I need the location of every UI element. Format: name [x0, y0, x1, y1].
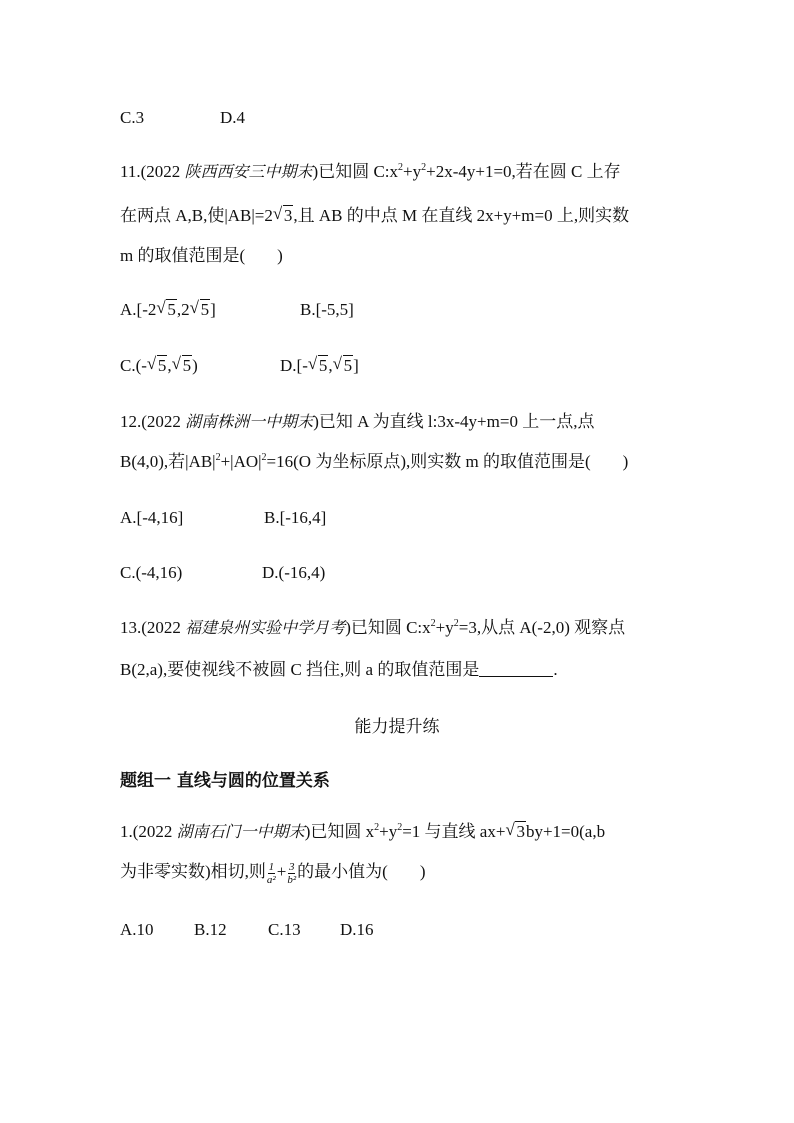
q11-option-a: A.[-2√ 5,2√ 5] — [120, 298, 216, 322]
q12-option-d: D.(-16,4) — [262, 563, 326, 582]
q12-option-b: B.[-16,4] — [264, 508, 327, 527]
p1-line1: 1.(2022 湖南石门一中期末)已知圆 $x^2+y^2=1$ 与直线 ax+√ 3by+1=0(a,b — [120, 820, 605, 844]
p1-option-d: D.16 — [340, 920, 374, 939]
p1-option-c: C.13 — [268, 920, 301, 939]
option-d-prev: D.4 — [220, 108, 246, 127]
fraction-1-over-a2: $\frac{1}{\text{a²}}$ — [266, 860, 276, 886]
q12-line1: 12.(2022 湖南株洲一中期末)已知 A 为直线 l:3x-4y+m=0 上一点,点 — [120, 412, 595, 431]
q11-option-d: D.[-√ 5,√ 5] — [280, 354, 359, 378]
section-title: 能力提升练 — [354, 717, 440, 737]
q11-line2: 在两点 A,B,使|AB|=2√ 3,且 AB 的中点 M 在直线 2x+y+m=0 上,则实数 — [120, 204, 629, 228]
p1-source: 湖南石门一中期末 — [176, 822, 305, 841]
q11-option-c: C.(-√ 5,√ 5) — [120, 354, 198, 378]
q12-option-c: C.(-4,16) — [120, 563, 183, 582]
q13-line2: B(2,a),要使视线不被圆 C 挡住,则 a 的取值范围是 . — [120, 660, 558, 679]
answer-blank — [479, 662, 553, 677]
q12-source: 湖南株洲一中期末 — [185, 412, 314, 431]
q12-line2: B(4,0),若$|AB|^2+|AO|^2=16(O$ 为坐标原点),则实数 m 的取值范围是( ) — [120, 452, 629, 471]
q12-option-a: A.[-4,16] — [120, 508, 184, 527]
q11-source: 陕西西安三中期末 — [184, 162, 313, 181]
p1-line2: 为非零实数)相切,则 $\frac{1}{\text{a²}}$ + $\frac{3}{\text{b²}}$ 的最小值为( ) — [120, 860, 426, 886]
group-title: 题组一 直线与圆的位置关系 — [120, 771, 330, 791]
option-c-prev: C.3 — [120, 108, 145, 127]
fraction-3-over-b2: $\frac{3}{\text{b²}}$ — [287, 860, 297, 886]
p1-option-a: A.10 — [120, 920, 154, 939]
q11-line3: m 的取值范围是( ) — [120, 246, 283, 265]
q13-source: 福建泉州实验中学月考 — [185, 618, 346, 637]
q11-line1: 11.(2022 陕西西安三中期末)已知圆 $C:x^2+y^2+2x-4y+1=0$,若在圆 C 上存 — [120, 162, 621, 181]
q13-line1: 13.(2022 福建泉州实验中学月考)已知圆 $C:x^2+y^2=3$,从点 A(-2,0) 观察点 — [120, 618, 626, 637]
p1-option-b: B.12 — [194, 920, 227, 939]
q11-option-b: B.[-5,5] — [300, 300, 354, 319]
